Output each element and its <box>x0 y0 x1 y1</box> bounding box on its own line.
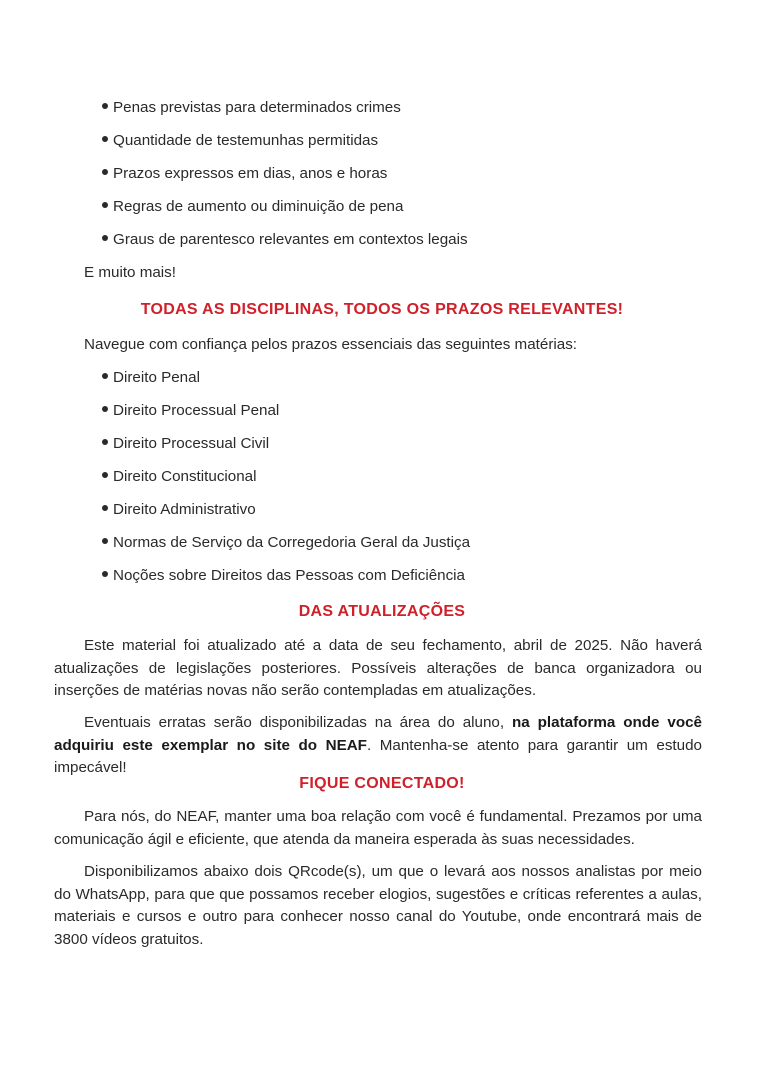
list-item: Prazos expressos em dias, anos e horas <box>102 164 387 184</box>
list-item: Quantidade de testemunhas permitidas <box>102 131 378 151</box>
bullet-icon <box>102 571 108 577</box>
paragraph-qrcode: Disponibilizamos abaixo dois QRcode(s), um que o levará aos nossos analistas por meio do WhatsApp, para que que possamos receber elogios, sugestões e críticas referentes a aulas, materiais e cursos e outro para conhecer nosso canal do Youtube, onde encontrará mais de 3800 vídeos gratuitos. <box>54 863 702 948</box>
list-item: Direito Processual Penal <box>102 401 279 421</box>
list-item: Direito Constitucional <box>102 467 257 487</box>
bullet-icon <box>102 505 108 511</box>
bullet-icon <box>102 169 108 175</box>
list-item: Penas previstas para determinados crimes <box>102 98 401 118</box>
section-heading-connect: FIQUE CONECTADO! <box>299 775 465 792</box>
list-item: Graus de parentesco relevantes em contextos legais <box>102 230 468 250</box>
section-heading-updates: DAS ATUALIZAÇÕES <box>298 603 466 620</box>
paragraph-connect: Para nós, do NEAF, manter uma boa relação com você é fundamental. Prezamos por uma comunicação ágil e eficiente, que atenda da maneira esperada às suas necessidades. <box>54 808 702 848</box>
bullet-icon <box>102 202 108 208</box>
bullet-icon <box>102 472 108 478</box>
more-text: E muito mais! <box>84 264 176 281</box>
bullet-icon <box>102 373 108 379</box>
list-item: Direito Administrativo <box>102 500 256 520</box>
section-heading-disciplines: TODAS AS DISCIPLINAS, TODOS OS PRAZOS RELEVANTES! <box>140 301 624 318</box>
bullet-icon <box>102 235 108 241</box>
bullet-icon <box>102 136 108 142</box>
bullet-icon <box>102 103 108 109</box>
paragraph-errata: Eventuais erratas serão disponibilizadas na área do aluno, na plataforma onde você adquiriu este exemplar no site do NEAF. Mantenha-se atento para garantir um estudo impecável! <box>54 714 702 776</box>
list-item: Noções sobre Direitos das Pessoas com Deficiência <box>102 566 465 586</box>
intro-text: Navegue com confiança pelos prazos essenciais das seguintes matérias: <box>84 336 578 353</box>
list-item: Direito Penal <box>102 368 200 388</box>
errata-emphasis: na plataforma onde você adquiriu este exemplar no site do NEAF <box>54 714 702 754</box>
bullet-icon <box>102 439 108 445</box>
bullet-icon <box>102 406 108 412</box>
list-item: Regras de aumento ou diminuição de pena <box>102 197 403 217</box>
list-item: Normas de Serviço da Corregedoria Geral da Justiça <box>102 533 470 553</box>
paragraph-update: Este material foi atualizado até a data de seu fechamento, abril de 2025. Não haverá atualizações de legislações posteriores. Possíveis alterações de banca organizadora ou inserções de matérias novas não serão contempladas em atualizações. <box>54 637 702 699</box>
list-item: Direito Processual Civil <box>102 434 269 454</box>
bullet-icon <box>102 538 108 544</box>
